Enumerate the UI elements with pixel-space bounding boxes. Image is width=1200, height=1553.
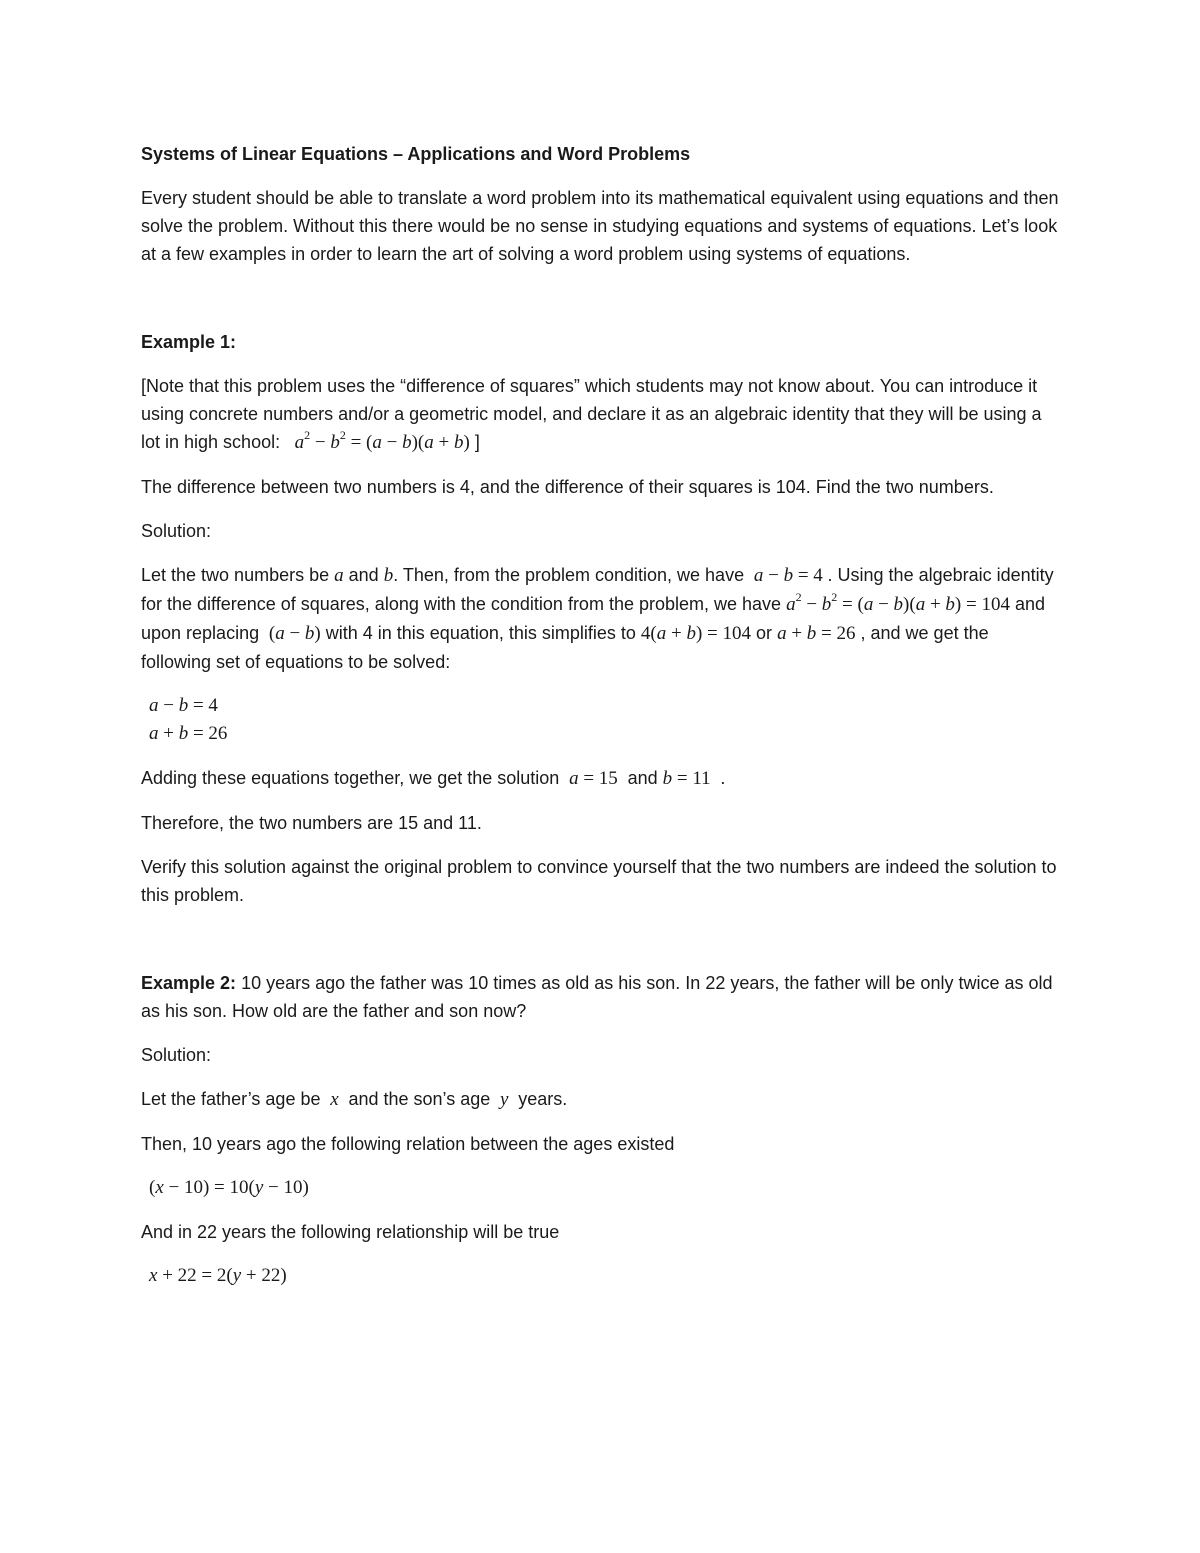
math-4-sum: 4(a + b) = 104 [640, 623, 752, 644]
math-b-11: b = 11 [662, 768, 716, 789]
example-1-problem: The difference between two numbers is 4, and the difference of their squares is 104. Find the two numbers. [141, 477, 994, 497]
solution-text: . Using the algebraic identity for the difference of squares, along with the condition from the problem, we have [141, 565, 1054, 614]
example-2-let [141, 1085, 1061, 1114]
math-a-15: a = 15 [569, 768, 623, 789]
solution-text: years. [518, 1089, 568, 1109]
math-b: b [383, 565, 394, 586]
example-2-solution-label: Solution: [141, 1045, 212, 1065]
example-1-label: Example 1: [141, 332, 237, 352]
example-2-problem-text: 10 years ago the father was 10 times as old as his son. In 22 years, the father will be only twice as old as his son. How old are the father and son now? [141, 973, 1053, 1021]
math-sum-26: a + b = 26 [777, 623, 856, 644]
example-1-verify: Verify this solution against the original problem to convince yourself that the two numbers are indeed the solution to this problem. [141, 857, 1057, 905]
solution-text: and the son’s age [348, 1089, 491, 1109]
math-condition: a − b = 4 [753, 565, 828, 586]
spacer [141, 925, 1061, 969]
solution-text: or [756, 623, 773, 643]
solution-text: and [348, 565, 379, 585]
solution-text: Let the father’s age be [141, 1089, 321, 1109]
equation-age-past [149, 1174, 1061, 1202]
example-2-and-in: And in 22 years the following relationship will be true [141, 1222, 560, 1242]
note-close: ] [474, 432, 480, 452]
math-y: y [500, 1089, 509, 1110]
example-1-adding [141, 764, 1061, 793]
equation-2: a + b = 26 [149, 723, 228, 744]
solution-text: . Then, from the problem condition, we have [393, 565, 745, 585]
document-page [141, 140, 1061, 1306]
example-1-note [141, 372, 1061, 457]
spacer [141, 284, 1061, 328]
solution-text: with 4 in this equation, this simplifies to [325, 623, 636, 643]
solution-text: Adding these equations together, we get the solution [141, 768, 560, 788]
example-1-solution-label: Solution: [141, 521, 212, 541]
example-2-label: Example 2: [141, 973, 237, 993]
solution-text: , and we get the following set of equations to be solved: [141, 623, 989, 672]
equation-age-future [149, 1262, 1061, 1290]
example-2-then: Then, 10 years ago the following relation between the ages existed [141, 1134, 675, 1154]
equation-past: (x − 10) = 10(y − 10) [149, 1177, 309, 1198]
example-2-problem [141, 969, 1061, 1025]
math-identity-104: $a^2 - b^2 = (a - b)(a + b) = 104$ [786, 590, 1010, 615]
equation-system-1 [149, 692, 1061, 748]
example-1-solution-text [141, 561, 1061, 676]
solution-text: . [720, 768, 726, 788]
math-a: a [334, 565, 344, 586]
equation-1: a − b = 4 [149, 695, 218, 716]
solution-text: and [627, 768, 658, 788]
example-1-therefore: Therefore, the two numbers are 15 and 11. [141, 813, 482, 833]
intro-paragraph: Every student should be able to translate a word problem into its mathematical equivalent using equations and then solve the problem. Without this there would be no sense in studying equations and systems of equations. Let’s look at a few examples in order to learn the art of solving a word problem using systems of equations. [141, 188, 1059, 264]
difference-of-squares-identity: $a^2 - b^2 = (a - b)(a + b)$ [294, 428, 470, 453]
math-a-minus-b: (a − b) [264, 623, 321, 644]
math-x: x [330, 1089, 339, 1110]
note-text: [Note that this problem uses the “difference of squares” which students may not know about. You can introduce it using concrete numbers and/or a geometric model, and declare it as an algebraic identity that they will be using a lot in high school: [141, 376, 1042, 452]
page-title: Systems of Linear Equations – Applications and Word Problems [141, 144, 691, 164]
solution-text: Let the two numbers be [141, 565, 330, 585]
solution-text: and upon replacing [141, 594, 1046, 643]
equation-future: x + 22 = 2(y + 22) [149, 1265, 287, 1286]
